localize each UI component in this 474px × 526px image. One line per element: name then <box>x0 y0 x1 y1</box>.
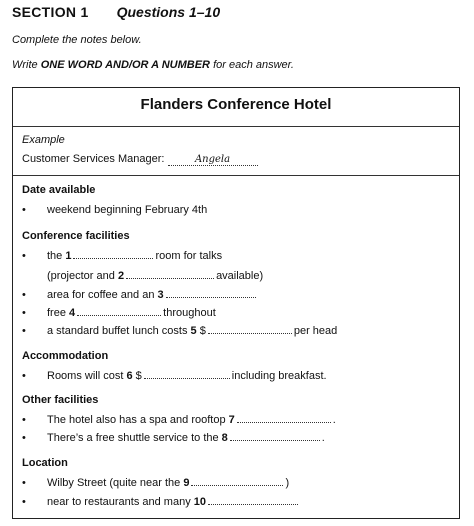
list-item: • There’s a free shuttle service to the 8 . <box>22 432 325 444</box>
answer-blank-4[interactable] <box>77 306 161 316</box>
bullet-icon: • <box>22 250 26 262</box>
list-item: • near to restaurants and many 10 <box>22 495 300 508</box>
bullet-icon: • <box>22 496 26 508</box>
question-number: 4 <box>69 307 76 319</box>
list-item: • a standard buffet lunch costs 5 $ per head <box>22 325 338 337</box>
question-number: 10 <box>193 496 207 508</box>
example-label: Example <box>22 134 65 146</box>
list-item-continuation: (projector and 2 available) <box>47 270 264 282</box>
question-number: 1 <box>65 250 72 262</box>
list-item: • Rooms will cost 6 $ including breakfast. <box>22 370 327 382</box>
answer-blank-9[interactable] <box>191 476 283 486</box>
answer-blank-7[interactable] <box>237 413 331 423</box>
answer-blank-10[interactable] <box>208 495 298 505</box>
list-item: • Wilby Street (quite near the 9 ) <box>22 477 290 489</box>
bullet-icon: • <box>22 289 26 301</box>
heading-accommodation: Accommodation <box>22 350 109 362</box>
bullet-icon: • <box>22 414 26 426</box>
section-label: SECTION 1 <box>12 4 89 20</box>
example-answer: Angela <box>168 154 258 166</box>
question-number: 9 <box>183 477 190 489</box>
list-item: • The hotel also has a spa and rooftop 7 . <box>22 414 336 426</box>
answer-blank-8[interactable] <box>230 431 320 441</box>
question-number: 8 <box>221 432 228 444</box>
notes-title: Flanders Conference Hotel <box>140 96 332 113</box>
answer-blank-5[interactable] <box>208 324 292 334</box>
heading-conference-facilities: Conference facilities <box>22 230 130 242</box>
bullet-icon: • <box>22 325 26 337</box>
instruction-word-limit: Write ONE WORD AND/OR A NUMBER for each answer. <box>12 59 294 71</box>
list-item: • free 4 throughout <box>22 307 216 319</box>
notes-box <box>12 87 460 519</box>
list-item: • the 1 room for talks <box>22 250 223 262</box>
question-number: 6 <box>126 370 133 382</box>
heading-other-facilities: Other facilities <box>22 394 99 406</box>
questions-label: Questions 1–10 <box>116 4 221 20</box>
bullet-icon: • <box>22 307 26 319</box>
bullet-icon: • <box>22 477 26 489</box>
list-item: • weekend beginning February 4th <box>22 204 208 216</box>
question-number: 7 <box>228 414 235 426</box>
question-number: 5 <box>190 325 197 337</box>
section-header <box>12 4 220 20</box>
heading-location: Location <box>22 457 68 469</box>
question-number: 2 <box>117 270 125 282</box>
heading-date-available: Date available <box>22 184 96 196</box>
example-line: Customer Services Manager: Angela <box>22 153 258 166</box>
answer-blank-2[interactable] <box>126 269 214 279</box>
bullet-icon: • <box>22 204 26 216</box>
word-limit-emphasis: ONE WORD AND/OR A NUMBER <box>40 59 211 71</box>
answer-blank-1[interactable] <box>73 249 153 259</box>
instruction-complete: Complete the notes below. <box>12 34 142 46</box>
bullet-icon: • <box>22 370 26 382</box>
question-number: 3 <box>157 289 164 301</box>
divider <box>13 175 459 176</box>
bullet-icon: • <box>22 432 26 444</box>
divider <box>13 126 459 127</box>
answer-blank-3[interactable] <box>166 288 256 298</box>
answer-blank-6[interactable] <box>144 369 230 379</box>
list-item: • area for coffee and an 3 <box>22 288 258 301</box>
